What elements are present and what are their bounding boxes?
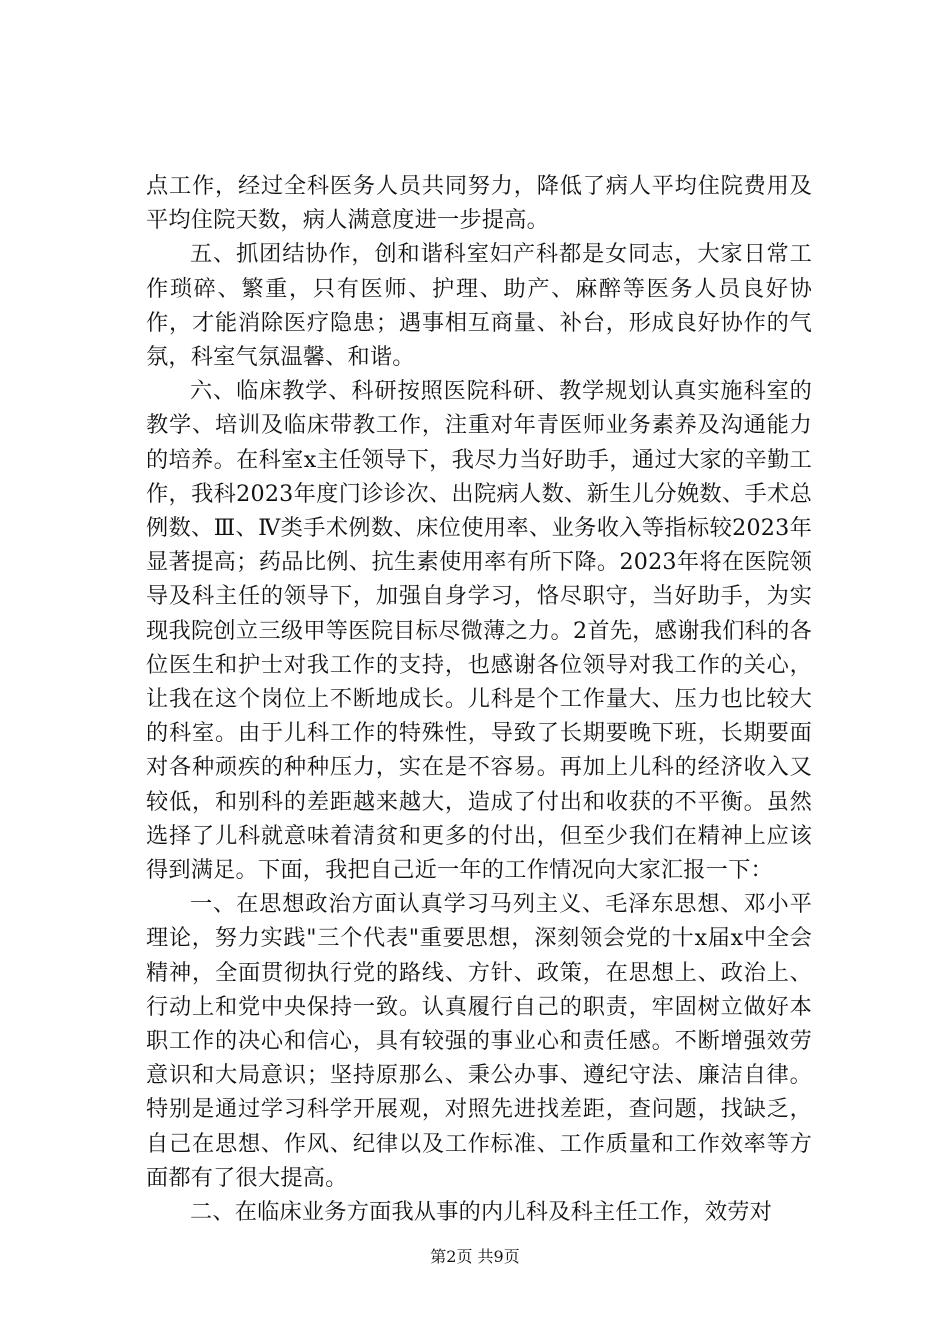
paragraph-five: 五、抓团结协作，创和谐科室妇产科都是女同志，大家日常工作琐碎、繁重，只有医师、护理、助产、麻醉等医务人员良好协作，才能消除医疗隐患；遇事相互商量、补台，形成良好协作的气氛，科室气氛温馨、和谐。	[146, 241, 812, 371]
paragraph-six: 六、临床教学、科研按照医院科研、教学规划认真实施科室的教学、培训及临床带教工作，注重对年青医师业务素养及沟通能力的培养。在科室x主任领导下，我尽力当好助手，通过大家的辛勤工作，我科2023年度门诊诊次、出院病人数、新生儿分娩数、手术总例数、Ⅲ、Ⅳ类手术例数、床位使用率、业务收入等指标较2023年显著提高；药品比例、抗生素使用率有所下降。2023年将在医院领导及科主任的领导下，加强自身学习，恪尽职守，当好助手，为实现我院创立三级甲等医院目标尽微薄之力。2首先，感谢我们科的各位医生和护士对我工作的支持，也感谢各位领导对我工作的关心，让我在这个岗位上不断地成长。儿科是个工作量大、压力也比较大的科室。由于儿科工作的特殊性，导致了长期要晚下班，长期要面对各种顽疾的种种压力，实在是不容易。再加上儿科的经济收入又较低，和别科的差距越来越大，造成了付出和收获的不平衡。虽然选择了儿科就意味着清贫和更多的付出，但至少我们在精神上应该得到满足。下面，我把自己近一年的工作情况向大家汇报一下：	[146, 378, 812, 884]
document-body	[146, 169, 812, 1229]
paragraph-one: 一、在思想政治方面认真学习马列主义、毛泽东思想、邓小平理论，努力实践"三个代表"重要思想，深刻领会党的十x届x中全会精神，全面贯彻执行党的路线、方针、政策，在思想上、政治上、行动上和党中央保持一致。认真履行自己的职责，牢固树立做好本职工作的决心和信心，具有较强的事业心和责任感。不断增强效劳意识和大局意识；坚持原那么、秉公办事、遵纪守法、廉洁自律。特别是通过学习科学开展观，对照先进找差距，查问题，找缺乏，自己在思想、作风、纪律以及工作标准、工作质量和工作效率等方面都有了很大提高。	[146, 891, 812, 1191]
page-footer: 第2页 共9页	[430, 1247, 520, 1266]
paragraph-continued: 点工作，经过全科医务人员共同努力，降低了病人平均住院费用及平均住院天数，病人满意度进一步提高。	[146, 173, 812, 234]
paragraph-two: 二、在临床业务方面我从事的内儿科及科主任工作，效劳对	[190, 1199, 773, 1226]
